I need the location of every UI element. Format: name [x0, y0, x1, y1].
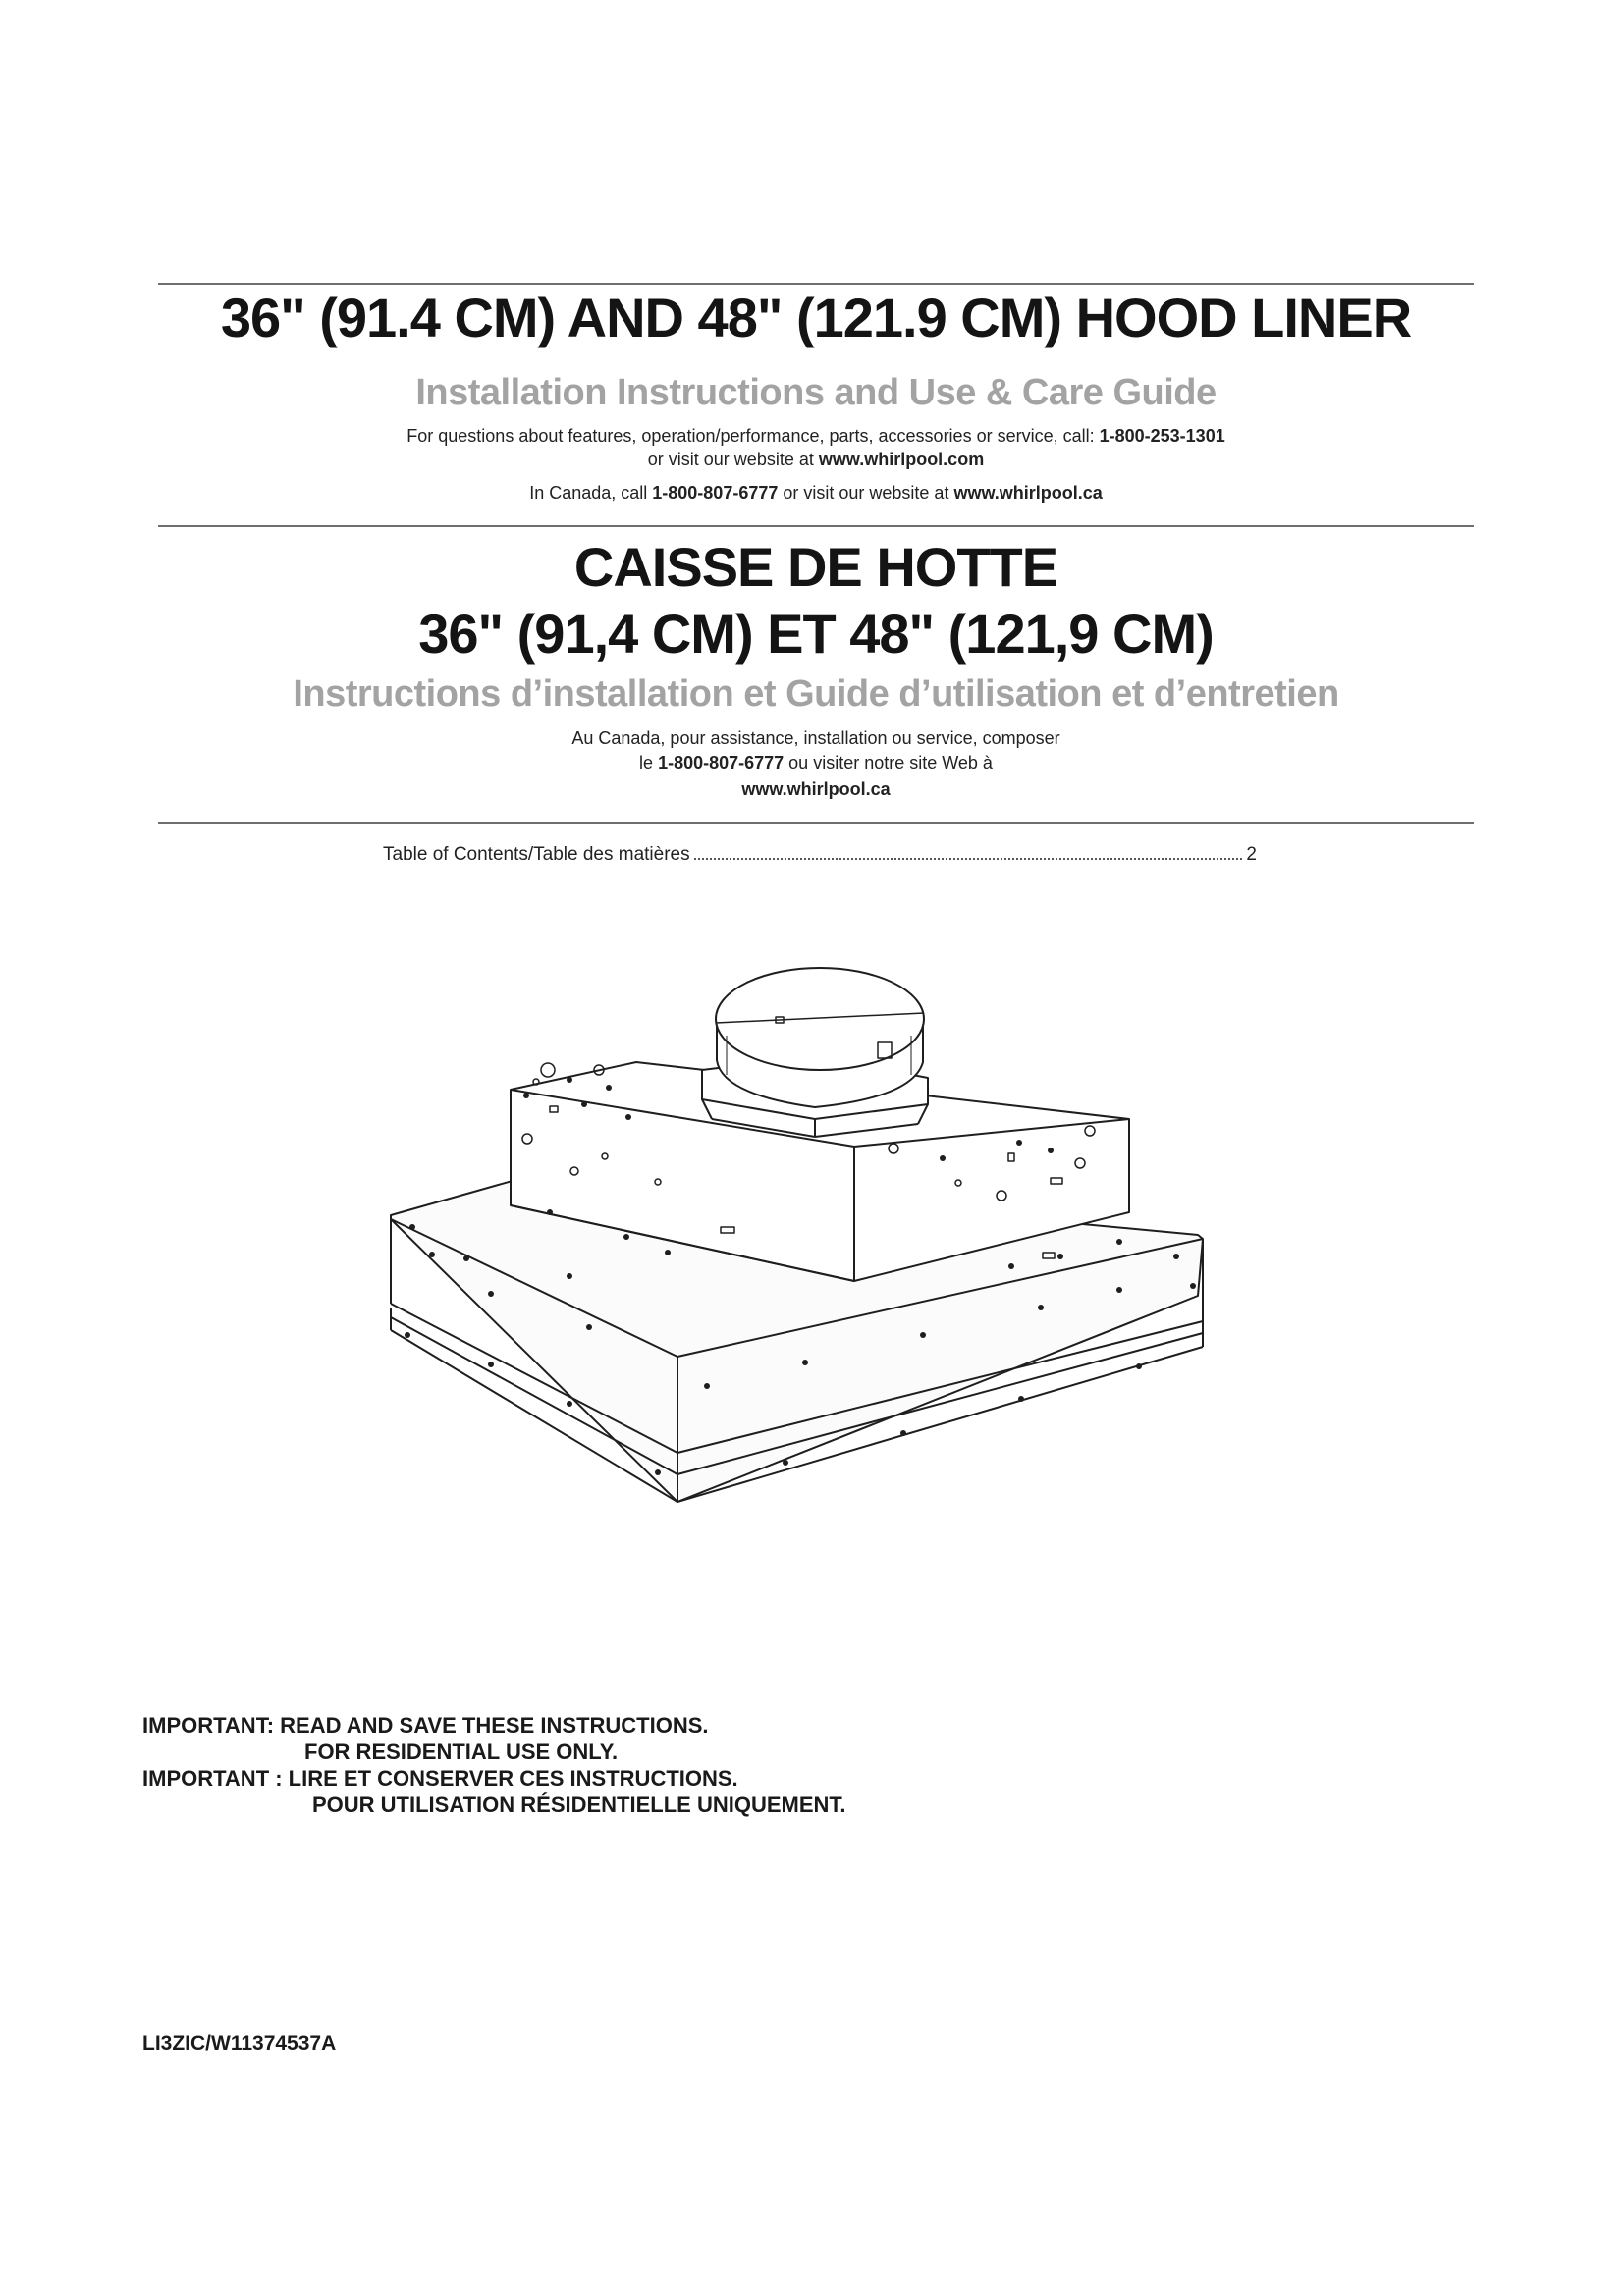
french-contact-prefix: le: [639, 753, 659, 773]
important-french-line2: POUR UTILISATION RÉSIDENTIELLE UNIQUEMENT.: [312, 1792, 846, 1817]
french-contact-line2: [158, 751, 1474, 774]
us-phone-number: 1-800-253-1301: [1099, 426, 1225, 446]
important-english-line1: IMPORTANT: READ AND SAVE THESE INSTRUCTIONS.: [142, 1713, 709, 1737]
french-contact-line3: [158, 777, 1474, 801]
french-subtitle: Instructions d’installation et Guide d’utilisation et d’entretien: [293, 673, 1339, 715]
english-title: 36" (91.4 CM) AND 48" (121.9 CM) HOOD LINER: [220, 287, 1412, 348]
us-website-link: www.whirlpool.com: [818, 450, 985, 469]
middle-rule: [158, 525, 1474, 527]
bottom-rule: [158, 822, 1474, 824]
french-phone-number: 1-800-807-6777: [658, 753, 785, 773]
toc-leader-dots: [694, 858, 1243, 860]
canada-phone-number: 1-800-807-6777: [652, 483, 779, 503]
top-rule: [158, 283, 1474, 285]
french-website-link: www.whirlpool.ca: [741, 779, 891, 799]
table-of-contents-entry[interactable]: [383, 843, 1257, 867]
us-contact-text: For questions about features, operation/performance, parts, accessories or service, call:: [406, 426, 1100, 446]
us-website-text: or visit our website at: [647, 450, 819, 469]
canada-text-1: In Canada, call: [529, 483, 653, 503]
french-contact-suffix: ou visiter notre site Web à: [784, 753, 993, 773]
toc-page-number: 2: [1246, 844, 1257, 865]
canada-website-link: www.whirlpool.ca: [953, 483, 1103, 503]
french-title-line1: CAISSE DE HOTTE: [573, 536, 1058, 598]
part-number: LI3ZIC/W11374537A: [142, 2032, 337, 2055]
french-title-line2: 36" (91,4 CM) ET 48" (121,9 CM): [418, 603, 1214, 665]
french-contact-line1: Au Canada, pour assistance, installation ou service, composer: [571, 728, 1060, 748]
canada-contact-line: [158, 481, 1474, 505]
canada-text-2: or visit our website at: [778, 483, 954, 503]
important-english-line2: FOR RESIDENTIAL USE ONLY.: [304, 1739, 619, 1764]
hood-liner-illustration: [373, 962, 1276, 1512]
us-website-line: [158, 448, 1474, 471]
us-contact-line: [158, 424, 1474, 448]
important-french-line1: IMPORTANT : LIRE ET CONSERVER CES INSTRUCTIONS.: [142, 1766, 738, 1790]
english-subtitle: Installation Instructions and Use & Care Guide: [415, 372, 1217, 413]
toc-label: Table of Contents/Table des matières: [383, 844, 690, 865]
